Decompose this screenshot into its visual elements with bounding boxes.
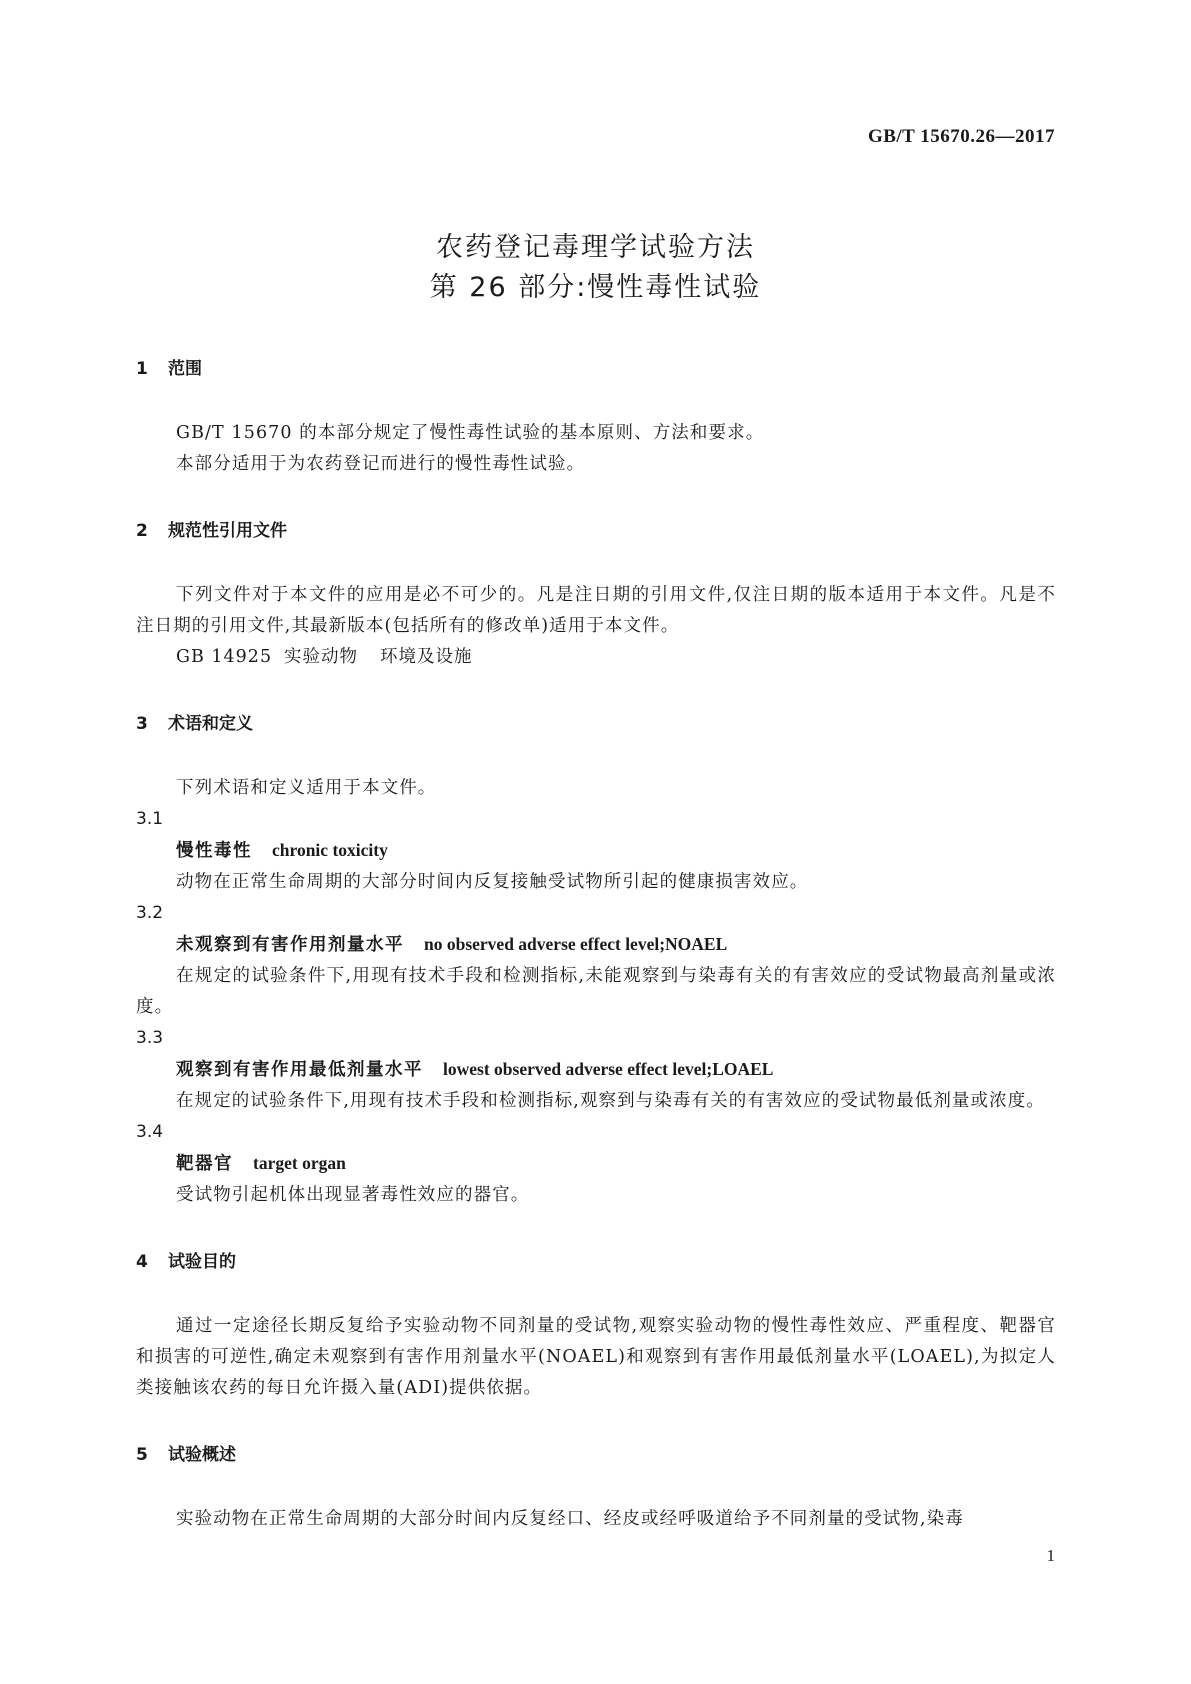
- term-number: 3.4: [136, 1122, 164, 1142]
- section-title: 规范性引用文件: [168, 521, 287, 541]
- section-title: 试验目的: [168, 1252, 236, 1272]
- section-heading-overview: [136, 1442, 1056, 1468]
- term-definition: 动物在正常生命周期的大部分时间内反复接触受试物所引起的健康损害效应。: [176, 872, 809, 892]
- paragraph: 通过一定途径长期反复给予实验动物不同剂量的受试物,观察实验动物的慢性毒性效应、严重程度、靶器官和损害的可逆性,确定未观察到有害作用剂量水平(NOAEL)和观察到有害作用最低剂量水平(LOAEL),为拟定人类接触该农药的每日允许摄入量(ADI)提供依据。: [136, 1316, 1056, 1398]
- section-title: 范围: [168, 359, 202, 379]
- term-number: 3.3: [136, 1028, 164, 1048]
- paragraph: 下列术语和定义适用于本文件。: [176, 778, 437, 798]
- section-number: 1: [136, 359, 148, 379]
- section-title: 试验概述: [168, 1445, 236, 1465]
- term-zh: 未观察到有害作用剂量水平: [176, 935, 404, 955]
- reference-entry: [136, 642, 1056, 673]
- section-heading-objective: [136, 1249, 1056, 1275]
- term-zh: 靶器官: [176, 1154, 233, 1174]
- title-line-2: 第 26 部分:慢性毒性试验: [429, 272, 762, 303]
- section-title: 术语和定义: [168, 714, 253, 734]
- page-number: 1: [1046, 1546, 1055, 1565]
- section-number: 4: [136, 1252, 148, 1272]
- paragraph: 下列文件对于本文件的应用是必不可少的。凡是注日期的引用文件,仅注日期的版本适用于本文件。凡是不注日期的引用文件,其最新版本(包括所有的修改单)适用于本文件。: [136, 585, 1056, 636]
- term-name: [136, 929, 1056, 961]
- paragraph: 实验动物在正常生命周期的大部分时间内反复经口、经皮或经呼吸道给予不同剂量的受试物,染毒: [176, 1509, 964, 1529]
- paragraph: GB/T 15670 的本部分规定了慢性毒性试验的基本原则、方法和要求。: [176, 423, 765, 443]
- document-body: [136, 356, 1056, 1535]
- term-en: chronic toxicity: [272, 840, 388, 860]
- term-en: target organ: [253, 1153, 346, 1173]
- standard-code: GB/T 15670.26—2017: [867, 126, 1055, 147]
- term-name: [136, 1054, 1056, 1086]
- term-en: no observed adverse effect level;NOAEL: [424, 934, 728, 954]
- reference-code: GB 14925: [176, 647, 273, 667]
- section-heading-normative-references: [136, 518, 1056, 544]
- term-number: 3.1: [136, 809, 164, 829]
- term-zh: 慢性毒性: [176, 841, 252, 861]
- section-number: 2: [136, 521, 148, 541]
- section-heading-scope: [136, 356, 1056, 382]
- term-name: [136, 835, 1056, 867]
- section-heading-terms: [136, 711, 1056, 737]
- title-line-1: 农药登记毒理学试验方法: [436, 232, 755, 263]
- term-definition: 在规定的试验条件下,用现有技术手段和检测指标,未能观察到与染毒有关的有害效应的受试物最高剂量或浓度。: [136, 966, 1056, 1017]
- term-number: 3.2: [136, 903, 164, 923]
- term-definition: 受试物引起机体出现显著毒性效应的器官。: [176, 1185, 530, 1205]
- paragraph: 本部分适用于为农药登记而进行的慢性毒性试验。: [176, 454, 586, 474]
- section-number: 5: [136, 1445, 148, 1465]
- term-en: lowest observed adverse effect level;LOAEL: [443, 1059, 774, 1079]
- reference-title-part2: 环境及设施: [380, 647, 473, 667]
- reference-title-part1: 实验动物: [284, 647, 358, 667]
- document-title: [0, 228, 1191, 308]
- term-name: [136, 1148, 1056, 1180]
- section-number: 3: [136, 714, 148, 734]
- term-zh: 观察到有害作用最低剂量水平: [176, 1060, 423, 1080]
- term-definition: 在规定的试验条件下,用现有技术手段和检测指标,观察到与染毒有关的有害效应的受试物最低剂量或浓度。: [176, 1091, 1045, 1111]
